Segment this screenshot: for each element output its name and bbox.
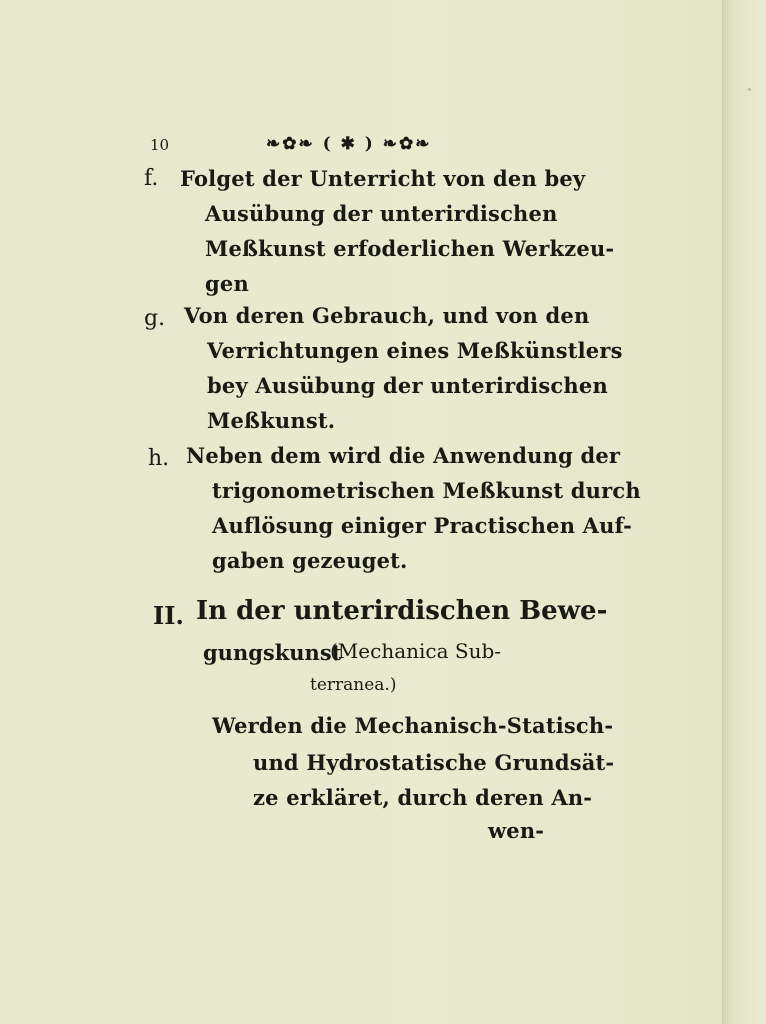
page-edge-shadow: [722, 0, 766, 1024]
header-ornament: ❧✿❧ ( ✱ ) ❧✿❧: [266, 134, 432, 154]
catchword: wen-: [488, 818, 545, 843]
entry-line: gen: [205, 271, 249, 296]
section-body-line: Werden die Mechanisch-Statisch-: [212, 713, 614, 738]
entry-line: Meßkunst.: [207, 408, 336, 433]
section-body-line: ze erkläret, durch deren An-: [253, 785, 593, 810]
entry-line: Verrichtungen eines Meßkünstlers: [207, 338, 623, 363]
entry-line: Neben dem wird die Anwendung der: [186, 443, 621, 468]
section-heading-fraktur: gungskunst: [203, 640, 342, 665]
entry-line: bey Ausübung der unterirdischen: [207, 373, 608, 398]
paper-speck: [748, 88, 751, 91]
entry-line: Ausübung der unterirdischen: [205, 201, 558, 226]
page-number: 10: [150, 136, 170, 154]
section-heading-latin: (Mechanica Sub-: [330, 639, 502, 663]
entry-letter: g.: [144, 306, 166, 331]
entry-line: trigonometrischen Meßkunst durch: [212, 478, 641, 503]
entry-letter: f.: [144, 166, 159, 191]
section-body-line: und Hydrostatische Grundsät-: [253, 750, 615, 775]
section-heading-latin-continued: terranea.): [310, 675, 397, 695]
page-header: [150, 134, 450, 158]
entry-line: Folget der Unterricht von den bey: [180, 166, 586, 191]
entry-line: Auflösung einiger Practischen Auf-: [212, 513, 633, 538]
entry-line: Von deren Gebrauch, und von den: [184, 303, 590, 328]
entry-line: gaben gezeuget.: [212, 548, 408, 573]
entry-line: Meßkunst erfoderlichen Werkzeu-: [205, 236, 615, 261]
section-heading-line: In der unterirdischen Bewe-: [196, 596, 608, 626]
section-numeral: II.: [153, 601, 184, 630]
entry-letter: h.: [148, 446, 170, 471]
